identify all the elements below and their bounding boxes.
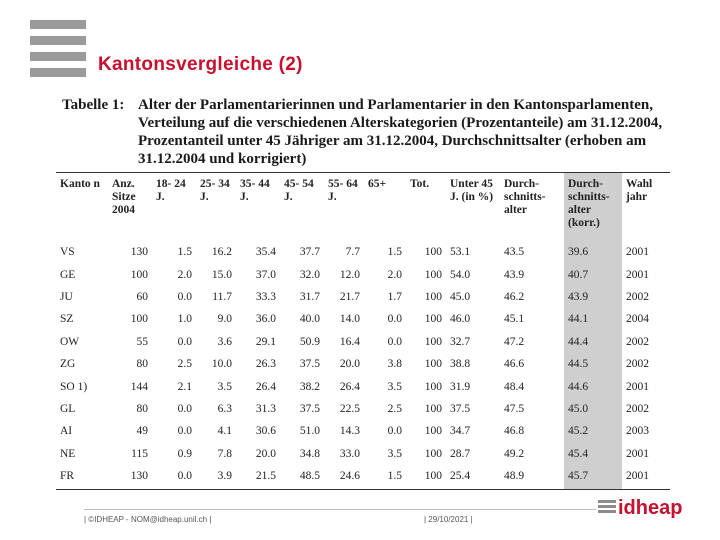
value-cell: 100 — [130, 313, 148, 326]
logo-text: idheap — [618, 497, 683, 519]
value-cell: 28.7 — [450, 447, 471, 460]
value-cell: 100 — [424, 402, 442, 415]
value-cell: 44.6 — [568, 380, 589, 393]
value-cell: 10.0 — [211, 358, 232, 371]
age-table — [56, 172, 670, 490]
value-cell: 130 — [130, 470, 148, 483]
canton-cell: AI — [60, 425, 73, 438]
table-row — [56, 308, 670, 330]
value-cell: 2002 — [626, 358, 649, 371]
value-cell: 46.0 — [450, 313, 471, 326]
value-cell: 12.0 — [339, 268, 360, 281]
value-cell: 21.7 — [339, 290, 360, 303]
value-cell: 2002 — [626, 290, 649, 303]
value-cell: 49 — [136, 425, 148, 438]
idheap-logo — [598, 494, 690, 520]
value-cell: 40.7 — [568, 268, 589, 281]
column-header: Tot. — [410, 178, 430, 190]
value-cell: 24.6 — [339, 470, 360, 483]
value-cell: 50.9 — [299, 335, 320, 348]
value-cell: 34.7 — [450, 425, 471, 438]
value-cell: 38.2 — [299, 380, 320, 393]
value-cell: 37.5 — [299, 358, 320, 371]
value-cell: 35.4 — [255, 246, 276, 259]
value-cell: 31.9 — [450, 380, 471, 393]
value-cell: 11.7 — [212, 290, 232, 303]
canton-cell: FR — [60, 470, 75, 483]
value-cell: 39.6 — [568, 246, 589, 259]
value-cell: 54.0 — [450, 268, 471, 281]
value-cell: 0.0 — [387, 313, 402, 326]
value-cell: 100 — [424, 358, 442, 371]
value-cell: 80 — [136, 358, 148, 371]
value-cell: 53.1 — [450, 246, 471, 259]
value-cell: 1.7 — [387, 290, 402, 303]
value-cell: 115 — [131, 447, 148, 460]
value-cell: 26.4 — [255, 380, 276, 393]
value-cell: 33.3 — [255, 290, 276, 303]
value-cell: 3.6 — [217, 335, 232, 348]
value-cell: 33.0 — [339, 447, 360, 460]
value-cell: 45.1 — [504, 313, 525, 326]
value-cell: 80 — [136, 402, 148, 415]
value-cell: 29.1 — [255, 335, 276, 348]
table-row — [56, 375, 670, 397]
value-cell: 44.1 — [568, 313, 589, 326]
value-cell: 0.0 — [177, 335, 192, 348]
value-cell: 2.0 — [387, 268, 402, 281]
value-cell: 47.5 — [504, 402, 525, 415]
value-cell: 38.8 — [450, 358, 471, 371]
value-cell: 31.7 — [299, 290, 320, 303]
caption-text: Alter der Parlamentarierinnen und Parlamentarier in den Kantonsparlamenten, Verteilung auf die verschiedenen Alterskategorien (Prozentanteile) am 31.12.2004, Prozentanteil unter 45 Jähriger am 31.12.2004, Durchschnittsalter (erhoben am 31.12.2004 und korrigiert) — [138, 97, 663, 167]
value-cell: 2001 — [626, 470, 649, 483]
column-header: 25- 34 J. — [200, 178, 230, 203]
value-cell: 20.0 — [339, 358, 360, 371]
column-header: 18- 24 J. — [156, 178, 186, 203]
value-cell: 46.2 — [504, 290, 525, 303]
canton-cell: SZ — [60, 313, 74, 326]
canton-cell: SO 1) — [60, 380, 88, 393]
footer-date: | 29/10/2021 | — [424, 515, 473, 524]
value-cell: 48.5 — [299, 470, 320, 483]
value-cell: 144 — [130, 380, 148, 393]
value-cell: 2001 — [626, 447, 649, 460]
value-cell: 2001 — [626, 380, 649, 393]
value-cell: 45.7 — [568, 470, 589, 483]
column-header: Anz. Sitze 2004 — [112, 178, 136, 216]
value-cell: 130 — [130, 246, 148, 259]
value-cell: 45.2 — [568, 425, 589, 438]
value-cell: 0.0 — [387, 335, 402, 348]
value-cell: 2002 — [626, 402, 649, 415]
value-cell: 2002 — [626, 335, 649, 348]
value-cell: 26.3 — [255, 358, 276, 371]
value-cell: 6.3 — [217, 402, 232, 415]
value-cell: 22.5 — [339, 402, 360, 415]
value-cell: 20.0 — [255, 447, 276, 460]
value-cell: 4.1 — [217, 425, 232, 438]
column-header: 35- 44 J. — [240, 178, 270, 203]
table-row — [56, 286, 670, 308]
value-cell: 1.0 — [177, 313, 192, 326]
table-row — [56, 443, 670, 465]
column-header: Durch- schnitts- alter — [504, 178, 546, 216]
value-cell: 2.1 — [177, 380, 192, 393]
table-row — [56, 263, 670, 285]
value-cell: 32.0 — [299, 268, 320, 281]
value-cell: 47.2 — [504, 335, 525, 348]
table-row — [56, 420, 670, 442]
value-cell: 2.5 — [177, 358, 192, 371]
footer-copyright: | ©IDHEAP - NOM@idheap.unil.ch | — [84, 515, 212, 524]
canton-cell: JU — [60, 290, 73, 303]
value-cell: 0.0 — [387, 425, 402, 438]
value-cell: 44.4 — [568, 335, 589, 348]
column-header: Durch- schnitts- alter (korr.) — [568, 178, 610, 229]
value-cell: 7.7 — [345, 246, 360, 259]
value-cell: 37.5 — [450, 402, 471, 415]
value-cell: 0.0 — [177, 290, 192, 303]
table-header-row — [56, 173, 670, 241]
caption-label: Tabelle 1: — [62, 97, 125, 113]
value-cell: 100 — [424, 470, 442, 483]
value-cell: 3.9 — [217, 470, 232, 483]
column-header: Unter 45 J. (in %) — [450, 178, 494, 203]
value-cell: 25.4 — [450, 470, 471, 483]
value-cell: 60 — [136, 290, 148, 303]
value-cell: 34.8 — [299, 447, 320, 460]
value-cell: 37.7 — [299, 246, 320, 259]
menu-bars-icon — [30, 20, 86, 84]
value-cell: 0.9 — [177, 447, 192, 460]
value-cell: 14.0 — [339, 313, 360, 326]
value-cell: 100 — [424, 246, 442, 259]
value-cell: 2001 — [626, 268, 649, 281]
value-cell: 100 — [424, 268, 442, 281]
value-cell: 45.0 — [568, 402, 589, 415]
value-cell: 45.4 — [568, 447, 589, 460]
value-cell: 100 — [424, 290, 442, 303]
value-cell: 16.2 — [211, 246, 232, 259]
value-cell: 1.5 — [387, 470, 402, 483]
value-cell: 26.4 — [339, 380, 360, 393]
canton-cell: OW — [60, 335, 80, 348]
value-cell: 43.5 — [504, 246, 525, 259]
value-cell: 14.3 — [339, 425, 360, 438]
value-cell: 3.5 — [387, 447, 402, 460]
column-header: 45- 54 J. — [284, 178, 314, 203]
table-row — [56, 398, 670, 420]
value-cell: 49.2 — [504, 447, 525, 460]
value-cell: 7.8 — [217, 447, 232, 460]
value-cell: 37.5 — [299, 402, 320, 415]
canton-cell: GE — [60, 268, 76, 281]
value-cell: 2003 — [626, 425, 649, 438]
value-cell: 9.0 — [217, 313, 232, 326]
value-cell: 3.5 — [217, 380, 232, 393]
canton-cell: VS — [60, 246, 75, 259]
value-cell: 2.5 — [387, 402, 402, 415]
value-cell: 48.9 — [504, 470, 525, 483]
value-cell: 46.8 — [504, 425, 525, 438]
slide-title: Kantonsvergleiche (2) — [98, 54, 303, 75]
value-cell: 1.5 — [387, 246, 402, 259]
table-row — [56, 353, 670, 375]
value-cell: 2004 — [626, 313, 649, 326]
value-cell: 2.0 — [177, 268, 192, 281]
canton-cell: ZG — [60, 358, 76, 371]
value-cell: 32.7 — [450, 335, 471, 348]
value-cell: 100 — [424, 425, 442, 438]
value-cell: 100 — [424, 335, 442, 348]
value-cell: 40.0 — [299, 313, 320, 326]
value-cell: 55 — [136, 335, 148, 348]
value-cell: 0.0 — [177, 402, 192, 415]
value-cell: 44.5 — [568, 358, 589, 371]
column-header: 65+ — [368, 178, 387, 190]
value-cell: 15.0 — [211, 268, 232, 281]
value-cell: 16.4 — [339, 335, 360, 348]
value-cell: 100 — [424, 447, 442, 460]
value-cell: 100 — [424, 313, 442, 326]
value-cell: 43.9 — [568, 290, 589, 303]
value-cell: 37.0 — [255, 268, 276, 281]
table-row — [56, 241, 670, 263]
column-header: 55- 64 J. — [328, 178, 358, 203]
value-cell: 51.0 — [299, 425, 320, 438]
value-cell: 100 — [130, 268, 148, 281]
value-cell: 45.0 — [450, 290, 471, 303]
column-header: Kanto n — [60, 178, 100, 190]
value-cell: 3.5 — [387, 380, 402, 393]
value-cell: 0.0 — [177, 425, 192, 438]
value-cell: 21.5 — [255, 470, 276, 483]
value-cell: 48.4 — [504, 380, 525, 393]
value-cell: 0.0 — [177, 470, 192, 483]
footer-divider — [84, 509, 596, 510]
value-cell: 1.5 — [177, 246, 192, 259]
value-cell: 46.6 — [504, 358, 525, 371]
value-cell: 3.8 — [387, 358, 402, 371]
value-cell: 36.0 — [255, 313, 276, 326]
canton-cell: NE — [60, 447, 76, 460]
value-cell: 2001 — [626, 246, 649, 259]
value-cell: 30.6 — [255, 425, 276, 438]
table-row — [56, 331, 670, 353]
column-header: Wahl jahr — [626, 178, 653, 203]
canton-cell: GL — [60, 402, 76, 415]
value-cell: 100 — [424, 380, 442, 393]
value-cell: 43.9 — [504, 268, 525, 281]
value-cell: 31.3 — [255, 402, 276, 415]
table-row — [56, 465, 670, 487]
